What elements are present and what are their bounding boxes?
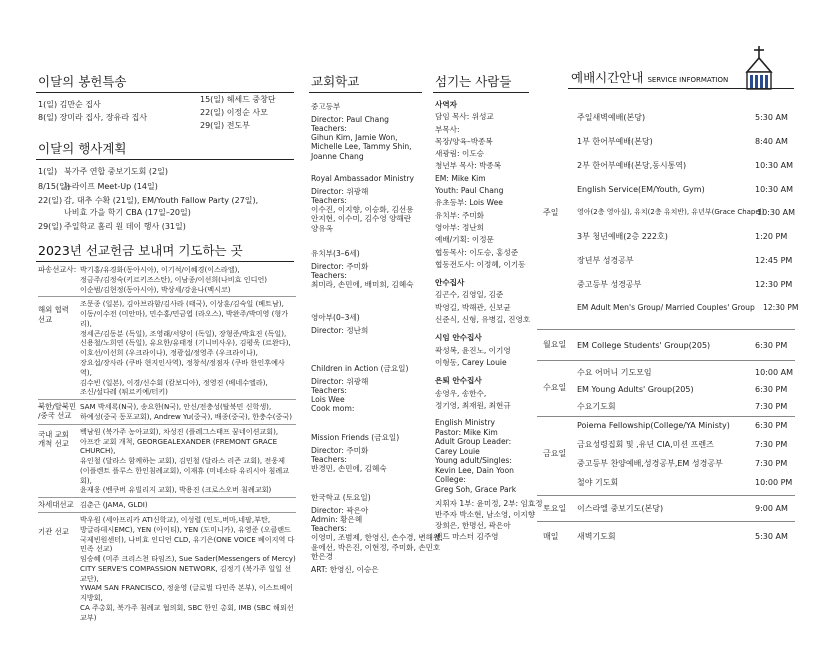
service-time: 12:30 PM: [755, 280, 793, 289]
divider: [38, 512, 296, 513]
service-time: 10:30 AM: [757, 208, 795, 217]
mission-line: 장요섭/장사라 (쿠바 현지인사역), 정창석/정점자 (쿠바 한인후예사역),: [80, 358, 285, 377]
people-line: EM: Mike Kim: [435, 173, 486, 183]
people-line: Adult Group Leader:: [435, 437, 512, 447]
mission-table: [38, 265, 296, 623]
people-line: College:: [435, 475, 466, 485]
cs-line: Teachers:: [311, 196, 347, 206]
event-date: 1(일): [38, 167, 58, 176]
cs-line: Lois Wee: [311, 395, 345, 405]
service-title-ko: 예배시간안내: [571, 70, 644, 85]
church-school-title: 교회학교: [311, 74, 360, 89]
service-name: 새벽기도회: [577, 532, 616, 541]
cs-block-name: 영아부(0–3세): [311, 313, 360, 322]
service-name: EM College Students' Group(205): [577, 341, 711, 350]
divider: [537, 495, 795, 496]
divider: [38, 296, 296, 297]
cs-block-name: 유치부(3–6세): [311, 249, 360, 258]
cs-line: Director: 정난희: [311, 326, 369, 336]
mission-line: 김춘근 (JAMA, GLDI): [80, 500, 148, 510]
people-line: 장희은, 한명선, 곽은아: [435, 521, 511, 530]
mission-title: 2023년 선교헌금 보내며 기도하는 곳: [38, 243, 243, 258]
service-name: 철야 기도회: [577, 478, 619, 487]
service-name: 금요성령집회 및 ,유년 CIA,미션 프렌즈: [577, 440, 714, 449]
people-line: 부목사:: [435, 124, 460, 134]
mission-line: (이플렌트 플루스 한인침례교회), 이재휴 (미네소타 유리시아 침례교회),: [80, 465, 290, 485]
service-name: 수요기도회: [577, 402, 616, 411]
service-time: 10:00 AM: [755, 368, 793, 377]
cs-line: Teachers:: [311, 524, 347, 534]
divider: [38, 424, 296, 425]
service-time: 8:40 AM: [755, 137, 788, 146]
people-line: 협동전도사: 이정혜, 이기동: [435, 259, 526, 269]
mission-label: 개척 선교: [38, 438, 69, 448]
mission-label: 선교: [38, 314, 53, 324]
cs-line: 한은경: [311, 551, 334, 561]
cs-line: Teachers:: [311, 271, 347, 281]
mission-group: [38, 265, 296, 294]
mission-line: 하예성(중국 동포교회), Andrew Yu(중국), 배종(중국), 한충수(중국): [80, 411, 293, 421]
cs-line: Teachers:: [311, 386, 347, 396]
dedication-title: 이달의 봉헌특송: [38, 74, 127, 89]
service-day: 매일: [543, 532, 559, 541]
mission-line: 이순범/김현정(동아시아), 박상세/강윤나(멕시코): [80, 284, 231, 294]
people-line: 청년부 목사: 박종복: [435, 161, 502, 171]
cs-line: Director: 위광해: [311, 377, 369, 387]
service-name: 1부 한어부예배(본당): [577, 137, 653, 146]
mission-line: 김수빈 (일본), 이경/신수회 (캄보디아), 정영진 (베네수엘라),: [80, 377, 268, 387]
cs-line: Director: Paul Chang: [311, 115, 389, 125]
mission-group: [38, 500, 296, 510]
people-line: 신준식, 신형, 유병길, 진영호: [435, 315, 531, 325]
service-name: English Service(EM/Youth, Gym): [577, 185, 705, 194]
service-name: 이스라엘 중보기도(본당): [577, 504, 664, 513]
event-date: [38, 207, 64, 219]
people-rule: [433, 92, 529, 93]
people-line: 밴드 마스터 김주영: [435, 532, 499, 541]
divider: [537, 360, 795, 361]
events-rule: [36, 159, 294, 160]
church-school-rule: [309, 92, 422, 93]
event-row: [38, 166, 298, 178]
cs-block: [311, 313, 368, 335]
event-date: 22(일): [38, 196, 63, 206]
event-text: 나비효 가을 학기 CBA (17일–20일): [64, 207, 191, 217]
service-name: 장년부 성경공부: [577, 256, 634, 265]
mission-line: 조문종 (일본), 김아브라함/김사라 (태국), 이상훈/김숙일 (베트남),: [80, 299, 284, 309]
divider: [38, 399, 296, 400]
divider: [38, 497, 296, 498]
cs-line: Director: 위광해: [311, 187, 369, 197]
cs-block: [311, 493, 443, 574]
people-line: Youth: Paul Chang: [435, 186, 504, 196]
service-name: 2부 한어부예배(본당,동시통역): [577, 161, 687, 170]
cs-line: Joanne Chang: [311, 151, 364, 161]
dedication-item: 8(일) 장미라 집사, 장유라 집사: [38, 112, 148, 122]
cs-line: Michelle Lee, Tammy Shin,: [311, 142, 412, 152]
service-day: 주일: [543, 208, 559, 217]
people-list: [435, 99, 543, 542]
mission-label: 파송선교사:: [38, 265, 77, 274]
people-line: 이형동, Carey Louie: [435, 357, 507, 367]
mission-line: 이호선/이선희 (우크라이나), 정광섭/정영주 (우크라이나),: [80, 348, 258, 358]
people-line: English Ministry: [435, 418, 495, 428]
event-row: [38, 221, 298, 233]
cs-line: Director: 곽은아: [311, 506, 369, 516]
cs-block-name: Mission Friends (금요일): [311, 433, 400, 442]
dedication-right: [200, 94, 276, 132]
cs-line: Admin: 황은혜: [311, 515, 363, 525]
service-time: 1:20 PM: [755, 232, 788, 241]
mission-label: 기관 선교: [38, 526, 69, 536]
divider: [537, 521, 795, 522]
mission-label: 북한/탈북민: [38, 402, 77, 412]
service-time: 7:30 PM: [755, 459, 788, 468]
event-text: 북가주 연합 중보기도회 (2일): [64, 167, 168, 176]
cs-line: Teachers:: [311, 455, 347, 465]
event-text: 주일학교 홈리 원 데이 행사 (31일): [64, 222, 186, 232]
people-line: 정기영, 최재원, 최현규: [435, 400, 511, 410]
cs-line: 양유옥: [311, 223, 334, 233]
mission-group: [38, 299, 296, 397]
cs-block: [311, 102, 412, 161]
cs-block: [311, 174, 414, 233]
service-name: EM Adult Men's Group/ Married Couples' Group: [577, 303, 755, 312]
people-line: Greg Soh, Grace Park: [435, 484, 517, 494]
cs-line: 반경민, 손민에, 김혜숙: [311, 464, 387, 474]
service-time: 7:30 PM: [755, 402, 788, 411]
people-line: 새광림: 이도승: [435, 149, 484, 159]
cs-line: ART: 한영신, 이승은: [311, 564, 379, 574]
mission-line: 이동/이수전 (미안마), 민수홍/민금엽 (라오스), 박완주/박미영 (형가리),: [80, 309, 289, 328]
mission-rule: [36, 261, 294, 262]
mission-line: 박기홍/유경화(동아시아), 이기석/이혜경(이스라엘),: [80, 265, 240, 274]
service-time: 6:30 PM: [755, 341, 788, 350]
cs-line: Director: 주미화: [311, 446, 369, 456]
mission-line: 윤재웅 (벤쿠버 유빌리지 교회), 박용진 (크로스오버 침례교회): [80, 485, 272, 495]
service-name: 주일새벽예배(본당): [577, 113, 646, 122]
cs-block-name: Royal Ambassador Ministry: [311, 174, 415, 183]
cs-line: Teachers:: [311, 124, 347, 134]
service-time: 10:30 AM: [755, 185, 793, 194]
people-line: 영아부: 정난희: [435, 222, 484, 232]
cs-block-name: Children in Action (금요일): [311, 364, 409, 373]
service-name: Poiema Fellowship(College/YA Ministy): [577, 421, 730, 430]
dedication-item: 22(일) 이정순 사모: [200, 107, 268, 117]
people-heading: 은퇴 안수집사: [435, 376, 482, 386]
people-line: Young adult/Singles:: [435, 456, 512, 466]
service-rule: [568, 88, 794, 89]
people-line: 박영길, 박해관, 신보균: [435, 302, 511, 312]
service-time: 6:30 PM: [755, 385, 788, 394]
mission-line: 방글라데시EMC), YEN (아이티), YEN (도미니카), 유영준 (오클랜드: [80, 524, 291, 534]
service-name: 중고등부 성경공부: [577, 280, 642, 289]
service-time: 6:30 PM: [755, 421, 788, 430]
service-title: [571, 70, 728, 86]
cs-line: Gihun Kim, Jamie Won,: [311, 133, 398, 143]
cs-block: [311, 364, 408, 414]
service-time: 5:30 AM: [755, 113, 788, 122]
cs-line: 이수진, 이지향, 이승화, 김선용: [311, 205, 414, 215]
church-icon: [744, 46, 774, 92]
mission-line: YWAM SAN FRANCISCO, 정윤영 (글로벌 다민족 본부), 이스트베이 지방회,: [80, 583, 294, 603]
mission-line: 박우원 (세아프리카 ATI신학교), 이성렬 (인도,버마,네팔,부탄,: [80, 514, 271, 524]
event-date: 29(일): [38, 222, 63, 232]
service-time: 7:30 PM: [755, 440, 788, 449]
cs-block-name: 중고등부: [311, 102, 341, 111]
mission-label: 해외 협력: [38, 305, 69, 315]
dedication-rule: [36, 92, 294, 93]
dedication-left: [38, 99, 147, 125]
service-day: 금요일: [543, 449, 567, 458]
people-line: Kevin Lee, Dain Yoon: [435, 465, 514, 475]
service-time: 9:00 AM: [755, 504, 788, 513]
service-day: 수요일: [543, 383, 567, 392]
cs-block-name: 한국학교 (토요일): [311, 493, 371, 502]
mission-line: CA 주총회, 북가주 침례교 협의회, SBC 한인 총회, IMB (SBC 해외선교부): [80, 603, 294, 622]
people-line: 협동목사: 이도승, 홍성준: [435, 247, 519, 257]
people-line: 담임 목사: 위성교: [435, 112, 494, 122]
cs-block: [311, 433, 399, 473]
mission-group: [38, 402, 296, 422]
people-line: 유치부: 주미화: [435, 210, 484, 220]
mission-line: CITY SERVE'S COMPASSION NETWORK, 김정기 (북가주 일일 선교단),: [80, 563, 292, 583]
mission-line: 유인철 (달라스 함께하는 교회), 김민철 (달라스 리즌 교회), 전웅제: [80, 456, 285, 466]
service-name: 3부 청년예배(2층 222호): [577, 232, 668, 241]
people-line: Pastor: Mike Kim: [435, 427, 498, 437]
people-line: 유초등부: Lois Wee: [435, 198, 503, 208]
mission-line: 정세곤/김동분 (독일), 조영래/서양이 (독일), 장형준/박효진 (독일),: [80, 328, 287, 338]
service-name: EM Young Adults' Group(205): [577, 385, 694, 394]
service-name: 중고등부 찬양예배,성경공부,EM 성경공부: [577, 459, 723, 468]
people-heading: 안수집사: [435, 278, 465, 288]
cs-line: 윤에선, 박은진, 이현정, 주미화, 손민호: [311, 542, 441, 552]
service-time: 12:30 PM: [763, 303, 799, 312]
events-list: [38, 166, 298, 233]
dedication-item: 1(일) 김만순 집사: [38, 100, 101, 109]
people-line: 예배/기획: 이정문: [435, 235, 494, 245]
event-row: [38, 181, 298, 193]
event-text: 감, 대추 수확 (21일), EM/Youth Fallow Party (27일),: [64, 196, 259, 206]
cs-line: Cook mom:: [311, 404, 355, 414]
service-time: 10:00 PM: [755, 478, 793, 487]
people-heading: 사역자: [435, 100, 458, 109]
people-title: 섬기는 사람들: [435, 74, 512, 89]
mission-line: 백남원 (북가주 농아교회), 차성진 (플레그스태프 꿈네이션교회),: [80, 426, 279, 436]
divider: [537, 329, 795, 330]
people-line: 목장/양육–박종복: [435, 136, 493, 146]
mission-line: 조신/설다레 (튀르키예/터키): [80, 387, 168, 397]
dedication-item: 29(일) 전도부: [200, 120, 250, 130]
people-line: Carey Louie: [435, 446, 480, 456]
people-line: 송영우, 송한수,: [435, 388, 487, 398]
service-time: 12:45 PM: [755, 256, 793, 265]
dedication-item: 15(일) 헤세드 중창단: [200, 95, 276, 104]
people-line: 지휘자 1부: 윤미정, 2부: 임효정: [435, 499, 543, 508]
cs-line: 최미라, 손민에, 배미희, 김혜숙: [311, 280, 414, 290]
people-line: 곽성복, 윤진노, 이기영: [435, 345, 511, 355]
mission-label: 국내 교회: [38, 429, 69, 439]
mission-group: [38, 515, 296, 623]
mission-line: 국제빈원센터), 나비효 인디언 CLD, 유기은(ONE VOICE 베이지역 다민족 선교): [80, 534, 295, 554]
cs-line: Director: 주미화: [311, 262, 369, 272]
mission-line: 임승혜 (미주 크리스천 타임즈), Sue Sader(Messengers of Mercy): [80, 554, 296, 564]
cs-line: 이영미, 조범제, 한영신, 손수경, 변해원,: [311, 533, 443, 543]
service-time: 5:30 AM: [755, 532, 788, 541]
mission-label: 차세대선교: [38, 500, 74, 510]
service-time: 10:30 AM: [755, 161, 793, 170]
mission-label: /중국 선교: [38, 411, 72, 421]
divider: [537, 416, 795, 417]
service-day: 월요일: [543, 340, 567, 349]
event-row: [38, 195, 298, 207]
cs-block: [311, 249, 414, 289]
mission-line: 신용철/노희연 (독일), 유요한/유태정 (기니비사우), 김평욱 (르완다),: [80, 338, 291, 348]
event-row: [38, 207, 298, 219]
events-title: 이달의 행사계획: [38, 141, 127, 156]
mission-line: 아프칸 교회 개척, GEORGEALEXANDER (FREMONT GRACE CHURCH),: [80, 436, 278, 456]
event-date: 8/15(일): [38, 181, 70, 191]
people-line: 김곤수, 김영일, 김준: [435, 290, 504, 300]
mission-line: 정금주/김정숙(키르키즈스탄), 이남종/이선희(나비효 인디언): [80, 274, 268, 284]
service-day: 토요일: [543, 504, 567, 513]
people-heading: 시임 안수집사: [435, 333, 482, 343]
mission-group: [38, 427, 296, 495]
cs-line: 안지현, 이수미, 김수영 양해란: [311, 214, 412, 224]
mission-line: SAM 박세록(N국), 송요한(N국), 안신/전충성(탈북민 신학생),: [80, 402, 272, 412]
people-line: 반주자 박소현, 남소영, 이지향: [435, 510, 536, 519]
event-text: 뉴라이프 Meet-Up (14일): [64, 181, 158, 191]
service-name: 수요 어머니 기도모임: [577, 368, 652, 377]
service-title-en: SERVICE INFORMATION: [647, 76, 729, 84]
service-name: 영아(2층 영아실), 유치(2층 유치반), 유년부(Grace Chapel): [577, 208, 765, 216]
